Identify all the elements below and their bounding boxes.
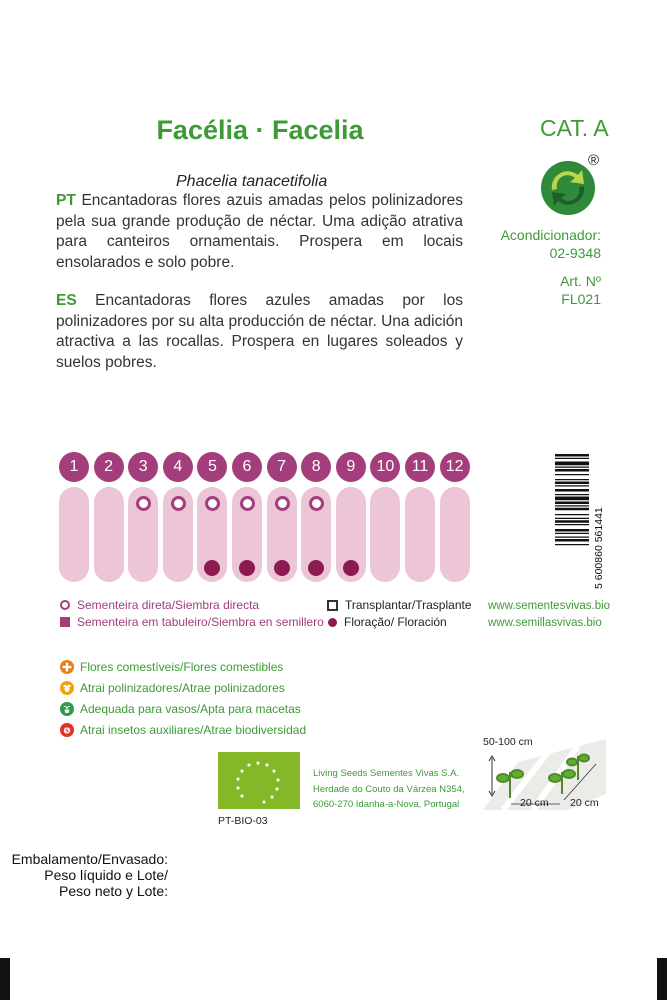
month-number: 12 — [440, 452, 470, 482]
latin-name: Phacelia tanacetifolia — [176, 173, 328, 190]
barcode-bar — [555, 458, 589, 459]
bee-icon — [60, 681, 74, 695]
month-number: 3 — [128, 452, 158, 482]
month-bar — [440, 487, 470, 582]
ring-icon — [60, 600, 70, 610]
flowering-marker — [239, 560, 255, 576]
barcode-bar — [555, 482, 589, 485]
month-column — [59, 452, 89, 582]
barcode-bar — [555, 497, 589, 501]
flowering-marker — [274, 560, 290, 576]
month-column — [232, 452, 262, 582]
spacing-height: 50-100 cm — [483, 736, 533, 748]
month-number: 10 — [370, 452, 400, 482]
barcode-bar — [555, 474, 589, 475]
month-column — [267, 452, 297, 582]
acondicionador-value: 02-9348 — [549, 245, 601, 261]
acondicionador-label: Acondicionador: — [500, 227, 601, 243]
eu-organic-logo — [218, 752, 300, 809]
barcode-bar — [555, 462, 589, 466]
barcode-bar — [555, 479, 589, 480]
website-link-es[interactable]: www.semillasvivas.bio — [488, 617, 602, 629]
month-number: 7 — [267, 452, 297, 482]
spacing-row: 20 cm — [520, 797, 549, 809]
feature-beneficial-insects: Atrai insetos auxiliares/Atrae biodiversidad — [60, 723, 306, 737]
feature-pollinators: Atrai polinizadores/Atrae polinizadores — [60, 681, 285, 695]
month-number: 5 — [197, 452, 227, 482]
barcode-bar — [555, 533, 589, 534]
product-title: Facélia · Facelia — [156, 115, 364, 145]
barcode-bar — [555, 489, 589, 492]
month-number: 6 — [232, 452, 262, 482]
description-es-text: Encantadoras flores azules amadas por los polinizadores por su alta producción de néctar. Una adición atractiva a las rocallas. Prospera en lugares soleados y suelos pobres. — [56, 292, 463, 371]
company-address: Living Seeds Sementes Vivas S.A. Herdade do Couto da Várzea N354, 6060-270 Idanha-a-Nova, Portugal — [313, 768, 465, 810]
barcode-bar — [555, 454, 589, 457]
description-es — [56, 291, 463, 373]
barcode-bar — [555, 508, 589, 511]
barcode-bar — [555, 467, 589, 468]
month-column — [94, 452, 124, 582]
month-column — [128, 452, 158, 582]
month-number: 9 — [336, 452, 366, 482]
month-column — [301, 452, 331, 582]
month-number: 1 — [59, 452, 89, 482]
description-pt — [56, 191, 463, 273]
article-label: Art. Nº — [560, 273, 601, 289]
month-column — [163, 452, 193, 582]
month-bar — [405, 487, 435, 582]
month-bar — [94, 487, 124, 582]
barcode-bar — [555, 524, 589, 525]
barcode-bar — [555, 469, 589, 472]
lang-code-pt: PT — [56, 192, 76, 209]
barcode-bar — [555, 539, 589, 542]
month-column — [370, 452, 400, 582]
description-pt-text: Encantadoras flores azuis amadas pelos polinizadores pela sua grande produção de néctar. Uma adição atrativa para canteiros ornamentais. Prospera em locais ensolarados e solo pobre. — [56, 192, 463, 271]
month-number: 8 — [301, 452, 331, 482]
month-column — [197, 452, 227, 582]
month-number: 2 — [94, 452, 124, 482]
direct-sowing-marker — [171, 496, 186, 511]
barcode-bar — [555, 537, 589, 538]
legend-direct-sowing: Sementeira direta/Siembra directa — [60, 598, 259, 612]
category-label: CAT. A — [540, 115, 609, 141]
barcode-bar — [555, 518, 589, 519]
flower-icon — [60, 660, 74, 674]
barcode-bar — [555, 544, 589, 545]
feature-edible-flowers: Flores comestíveis/Flores comestibles — [60, 660, 283, 674]
lang-code-es: ES — [56, 292, 77, 309]
month-bar — [59, 487, 89, 582]
barcode — [555, 452, 605, 590]
barcode-bar — [555, 505, 589, 506]
month-column — [440, 452, 470, 582]
packaging-info: Embalamento/Envasado: Peso líquido e Lote/ Peso neto y Lote: — [11, 851, 168, 899]
month-column — [336, 452, 366, 582]
feature-pots: Adequada para vasos/Apta para macetas — [60, 702, 301, 716]
legend-flowering: Floração/ Floración — [328, 615, 447, 629]
certification-code: PT-BIO-03 — [218, 815, 268, 827]
barcode-digits: 5 600860 561441 — [593, 507, 605, 589]
barcode-bar — [555, 502, 589, 505]
barcode-bar — [555, 529, 589, 532]
registered-mark: ® — [588, 152, 600, 169]
barcode-bar — [555, 520, 589, 523]
month-column — [405, 452, 435, 582]
print-mark-left — [0, 958, 10, 1000]
direct-sowing-marker — [240, 496, 255, 511]
print-mark-right — [657, 958, 667, 1000]
spacing-diagram — [478, 734, 606, 810]
acondicionador-block — [470, 226, 601, 262]
ladybug-icon — [60, 723, 74, 737]
article-number-block — [470, 272, 601, 308]
article-value: FL021 — [561, 291, 601, 307]
month-bar — [370, 487, 400, 582]
open-square-icon — [327, 600, 338, 611]
barcode-bar — [555, 485, 589, 486]
dot-icon — [328, 618, 337, 627]
flowering-marker — [343, 560, 359, 576]
website-link-pt[interactable]: www.sementesvivas.bio — [488, 600, 611, 612]
pot-icon — [60, 702, 74, 716]
month-number: 4 — [163, 452, 193, 482]
barcode-bar — [555, 494, 589, 495]
month-number: 11 — [405, 452, 435, 482]
direct-sowing-marker — [275, 496, 290, 511]
legend-tray-sowing: Sementeira em tabuleiro/Siembra en semillero — [60, 615, 324, 629]
square-icon — [60, 617, 70, 627]
barcode-bar — [555, 514, 589, 515]
legend-transplant: Transplantar/Trasplante — [327, 598, 472, 612]
sowing-calendar — [59, 452, 465, 582]
spacing-plant: 20 cm — [570, 797, 599, 809]
